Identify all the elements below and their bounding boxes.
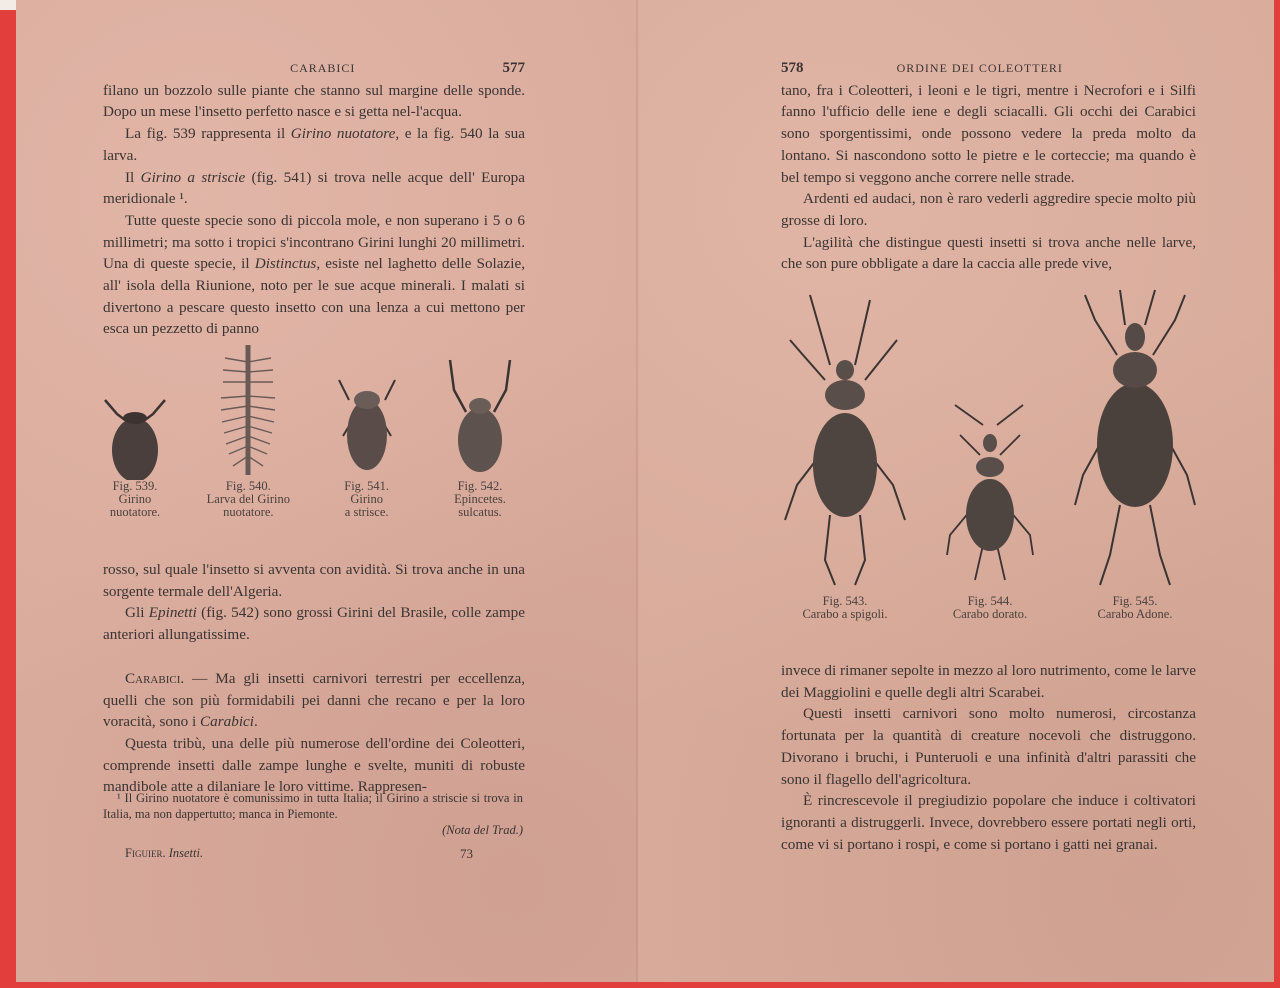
right-column-bottom	[781, 660, 1196, 855]
figure-539: Fig. 539. Girino nuotatore.	[95, 340, 175, 519]
right-column-top	[781, 58, 1196, 275]
paragraph: filano un bozzolo sulle piante che stanno sul margine delle sponde. Dopo un mese l'insetto perfetto nasce e si getta nel-l'acqua.	[103, 81, 525, 121]
paragraph: rosso, sul quale l'insetto si avventa con avidità. Si trova anche in una sorgente termale dell'Algeria.	[103, 561, 525, 600]
figure-row-right	[770, 285, 1210, 621]
beetle-oval-icon	[327, 340, 407, 480]
scan-border-left	[0, 10, 16, 988]
larva-icon	[213, 340, 283, 480]
paragraph: È rincrescevole il pregiudizio popolare che induce i coltivatori ignoranti a distruggerli. Invece, dovrebbero essere portati negli orti, come vi si portano i rospi, e come si portano i gatti nei granai.	[781, 792, 1196, 853]
figure-row-left	[95, 340, 525, 519]
page-number: 577	[502, 60, 525, 76]
ground-beetle-small-icon	[935, 395, 1045, 595]
scan-border-right	[1274, 0, 1280, 988]
beetle-longarm-icon	[440, 340, 520, 480]
figure-542: Fig. 542. Epincetes. sulcatus.	[435, 340, 525, 519]
left-column-top	[103, 58, 525, 340]
paragraph: Gli Epinetti (fig. 542) sono grossi Girini del Brasile, colle zampe anteriori allungatissime.	[103, 604, 525, 644]
running-head-title: ORDINE DEI COLEOTTERI	[896, 61, 1063, 75]
paragraph: Tutte queste specie sono di piccola mole, e non superano i 5 o 6 millimetri; ma sotto i tropici s'incontrano Girini lunghi 20 millimetri. Una di queste specie, il Distinctus, esiste nel laghetto delle Solazie, all' isola della Riunione, noto per le sue acque minerali. I malati si divertono a pescare questo insetto con una lenza a cui mettono per esca un pezzetto di panno	[103, 211, 525, 338]
book-gutter	[636, 0, 640, 988]
figure-541: Fig. 541. Girino a strisce.	[322, 340, 412, 519]
scan-border-bottom	[0, 982, 1280, 988]
figure-540: Fig. 540. Larva del Girino nuotatore.	[198, 340, 298, 519]
beetle-round-icon	[95, 340, 175, 480]
paragraph: tano, fra i Coleotteri, i leoni e le tigri, mentre i Necrofori e i Silfi fanno l'ufficio delle iene e degli sciacalli. Gli occhi dei Carabici sono sporgentissimi, onde possono vedere la preda molto da lontano. Si nascondono sotto le pietre e le corteccie; ma quando è bel tempo si veggono anche correre nelle strade.	[781, 81, 1196, 186]
paragraph: La fig. 539 rappresenta il Girino nuotatore, e la fig. 540 la sua larva.	[103, 125, 525, 164]
paragraph: invece di rimaner sepolte in mezzo al loro nutrimento, come le larve dei Maggiolini e quelle degli altri Scarabei.	[781, 662, 1196, 701]
figure-544: Fig. 544. Carabo dorato.	[930, 395, 1050, 621]
paragraph: Il Girino a striscie (fig. 541) si trova nelle acque dell' Europa meridionale ¹.	[103, 168, 525, 208]
page-number: 578	[781, 60, 804, 76]
sheet-number: 73	[460, 846, 473, 861]
ground-beetle-icon	[775, 285, 915, 595]
running-head-right	[781, 58, 1196, 80]
left-column-bottom	[103, 559, 525, 798]
running-head-left	[103, 58, 525, 80]
footnote: ¹ Il Girino nuotatore è comunissimo in tutta Italia; il Girino a striscie si trova in Italia, ma non dappertutto; manca in Piemonte. (Nota del Trad.)	[103, 791, 523, 837]
paragraph: Questi insetti carnivori sono molto numerosi, circostanza fortunata per la quantità di creature nocevoli che distruggono. Divorano i bruchi, i Punteruoli e una infinità d'altri parassiti che sono il flagello dell'agricoltura.	[781, 705, 1196, 788]
paragraph: L'agilità che distingue questi insetti si trova anche nelle larve, che son pure obbligate a dare la caccia alle prede vive,	[781, 233, 1196, 273]
running-head-title: CARABICI	[290, 61, 356, 75]
ground-beetle-large-icon	[1065, 285, 1205, 595]
paragraph: Questa tribù, una delle più numerose dell'ordine dei Coleotteri, comprende insetti dalle zampe lunghe e svelte, muniti di robuste mandibole atte a dilaniare le loro vittime. Rappresen-	[103, 734, 525, 796]
section-heading-carabici: Carabici. — Ma gli insetti carnivori terrestri per eccellenza, quelli che son più formidabili pei danni che recano e per la loro voracità, sono i Carabici.	[103, 669, 525, 731]
figure-543: Fig. 543. Carabo a spigoli.	[770, 285, 920, 621]
figure-545: Fig. 545. Carabo Adone.	[1060, 285, 1210, 621]
signature-mark: Figuier. Insetti.	[125, 846, 204, 860]
paragraph: Ardenti ed audaci, non è raro vederli aggredire specie molto più grosse di loro.	[781, 190, 1196, 229]
